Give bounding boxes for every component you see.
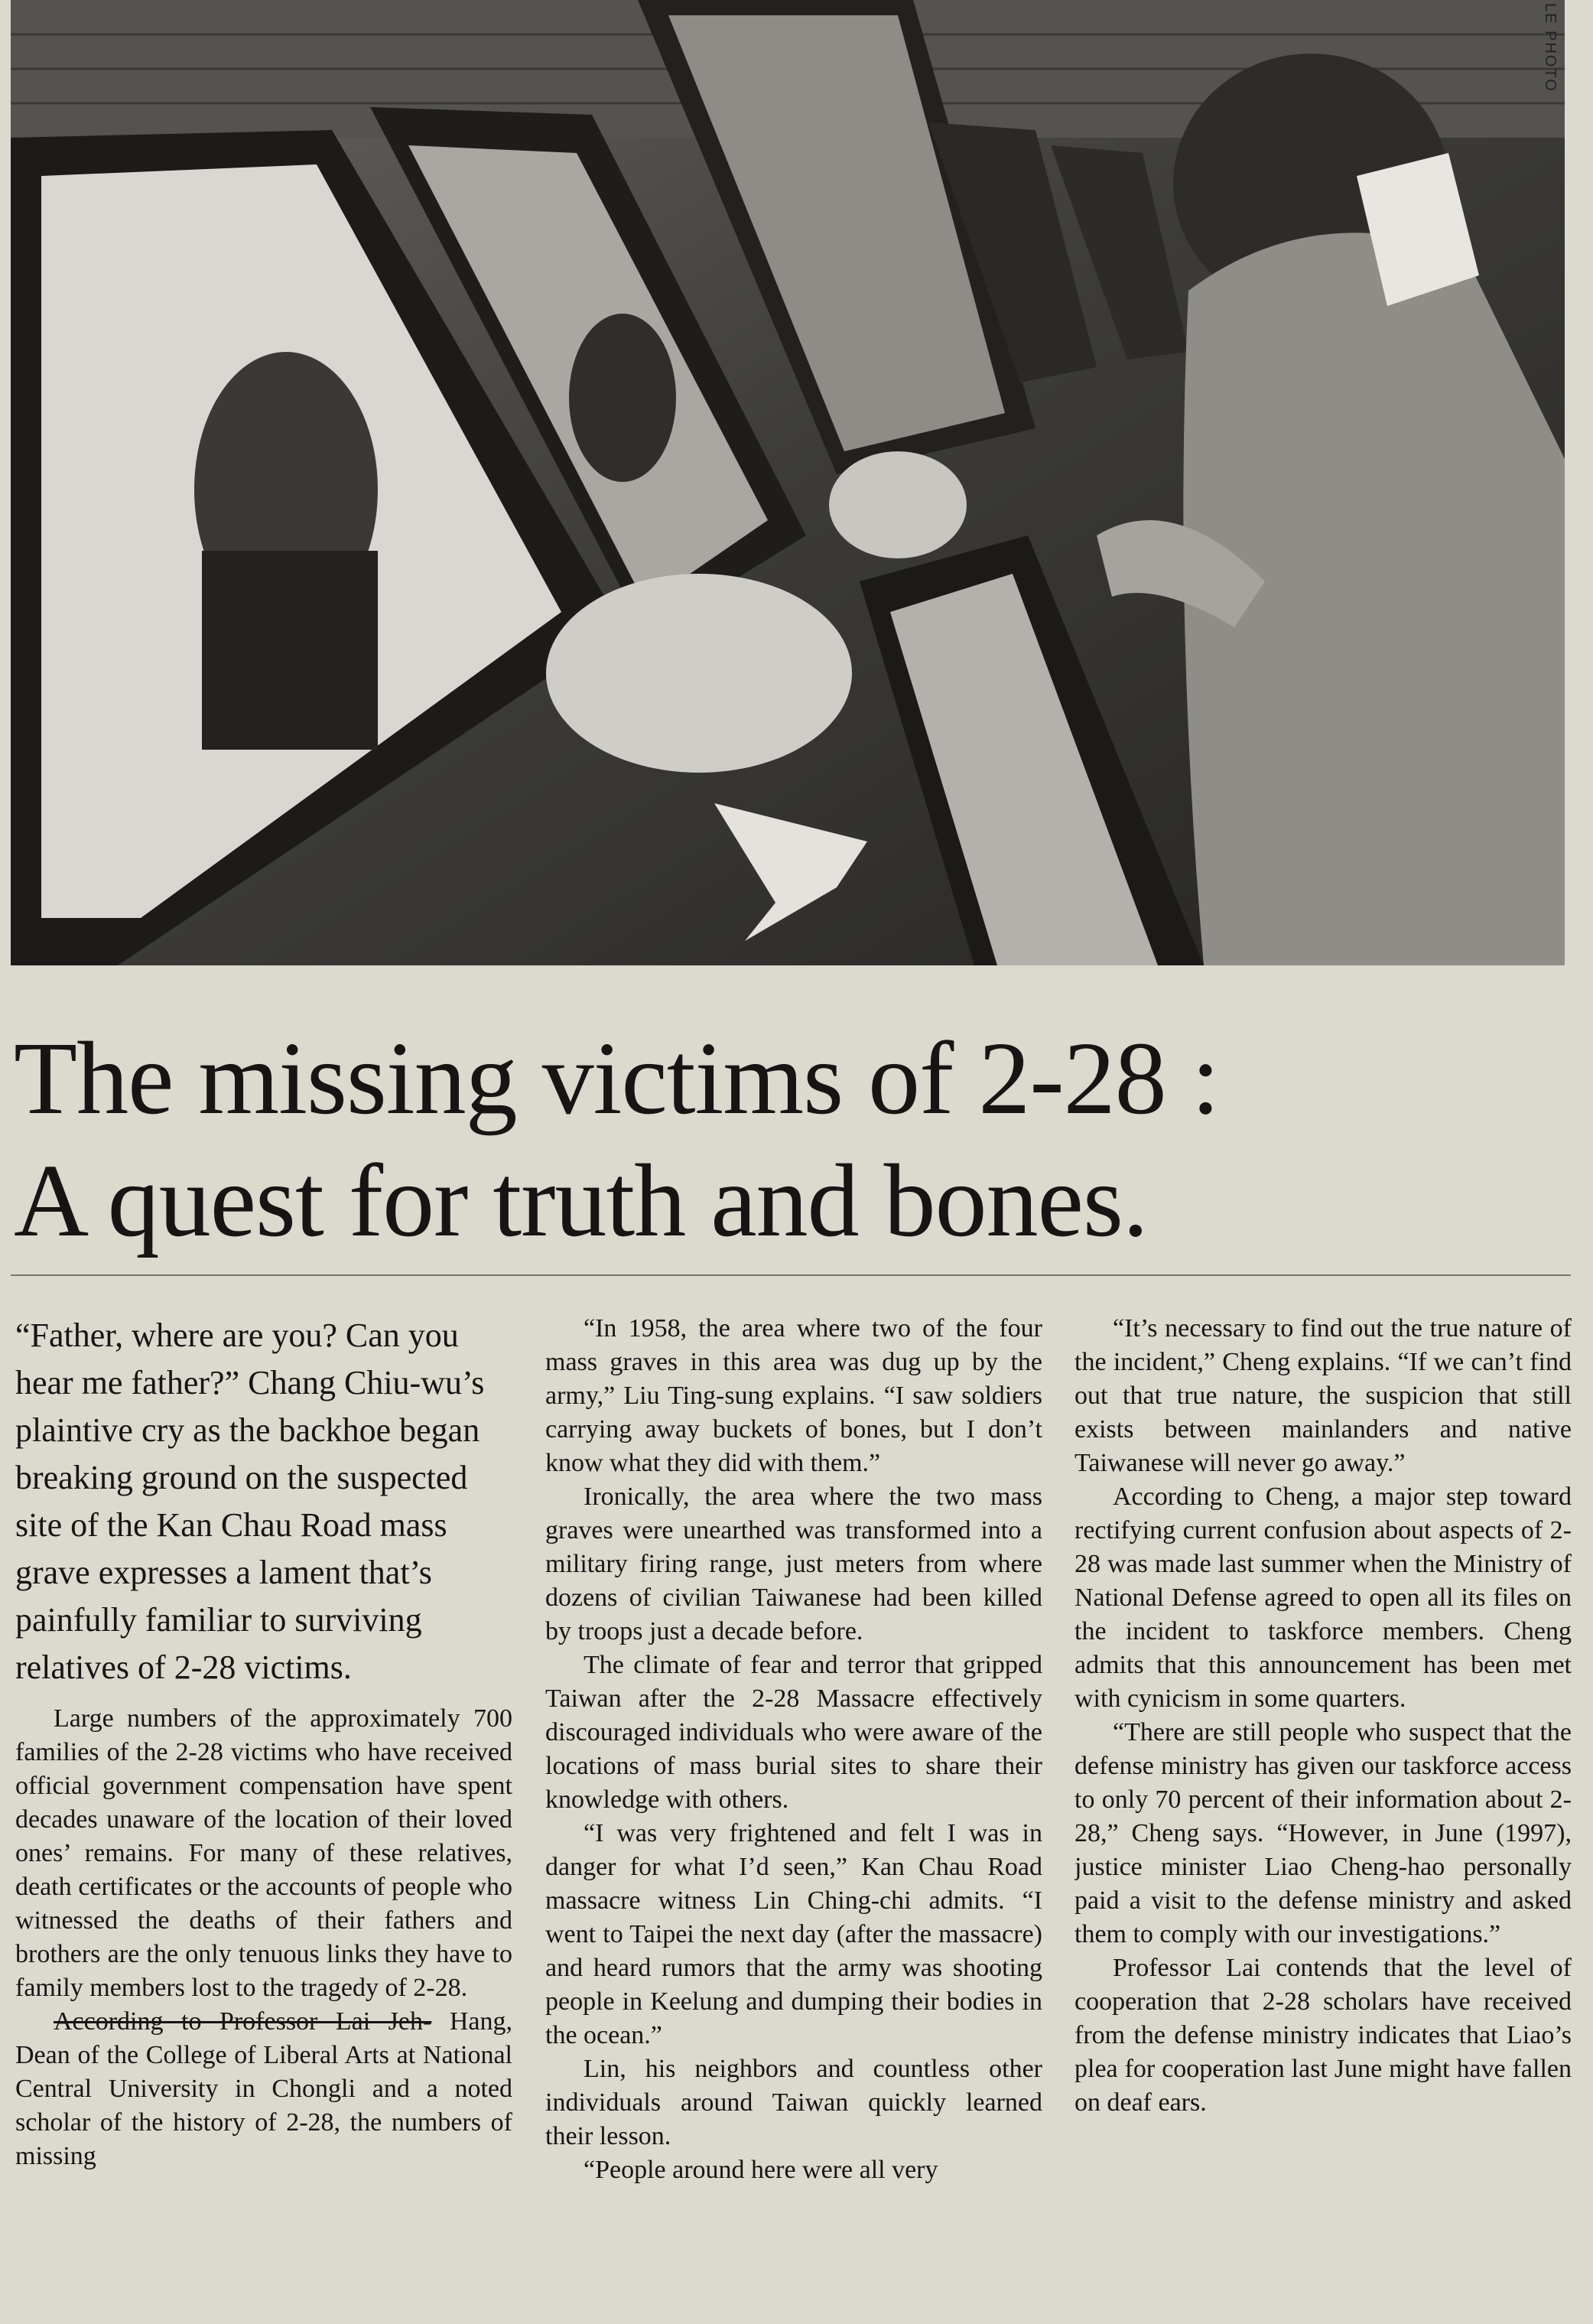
headline — [14, 1017, 1528, 1262]
article-paragraph: Lin, his neighbors and countless other individuals around Taiwan quickly learned their lesson. — [545, 2055, 1042, 2150]
article-paragraph: Large numbers of the approximately 700 families of the 2-28 victims who have received official government compensation have spent decades unaware of the location of their loved ones’ remains. For many of these relatives, death certificates or the accounts of people who witnessed the deaths of their fathers and brothers are the only tenuous links they have to family members lost to the tragedy of 2-28. — [15, 1704, 512, 2002]
article-paragraph: “I was very frightened and felt I was in danger for what I’d seen,” Kan Chau Road massacre witness Lin Ching-chi admits. “I went to Taipei the next day (after the massacre) and heard rumors that the army was shooting people in Keelung and dumping their bodies in the ocean.” — [545, 1819, 1042, 2049]
article-paragraph: According to Cheng, a major step toward rectifying current confusion about aspects of 2-28 was made last summer when the Ministry of National Defense agreed to open all its files on the incident to taskforce members. Cheng admits that this announcement has been met with cynicism in some quarters. — [1074, 1483, 1572, 1713]
article-column-2 — [545, 1312, 1042, 2322]
struck-text: According to Professor Lai Jeh- — [54, 2007, 432, 2036]
headline-line-1: The missing victims of 2-28 : — [14, 1021, 1220, 1136]
article-paragraph: “People around here were all very — [584, 2156, 938, 2184]
article-paragraph: “It’s necessary to find out the true nature of the incident,” Cheng explains. “If we can’t find out that true nature, the suspicion that still exists between mainlanders and native Taiwanese will never go away.” — [1074, 1314, 1572, 1477]
article-paragraph: Professor Lai contends that the level of cooperation that 2-28 scholars have received from the defense ministry indicates that Liao’s plea for cooperation last June might have fallen on deaf ears. — [1074, 1954, 1572, 2117]
article-paragraph — [15, 2005, 512, 2173]
headline-divider — [11, 1274, 1571, 1276]
article-paragraph: Ironically, the area where the two mass graves were unearthed was transformed into a military firing range, just meters from where dozens of civilian Taiwanese had been killed by troops just a decade before. — [545, 1483, 1042, 1645]
headline-line-2: A quest for truth and bones. — [14, 1144, 1148, 1258]
article-lede: “Father, where are you? Can you hear me father?” Chang Chiu-wu’s plaintive cry as the backhoe began breaking ground on the suspected site of the Kan Chau Road mass grave expresses a lament that’s painfully familiar to surviving relatives of 2-28 victims. — [15, 1317, 485, 1686]
article-paragraph: “In 1958, the area where two of the four mass graves in this area was dug up by the army,” Liu Ting-sung explains. “I saw soldiers carrying away buckets of bones, but I don’t know what they did with them.” — [545, 1314, 1042, 1477]
paragraph-text: Hang, Dean of the College of Liberal Arts at National Central University in Chongli and a noted scholar of the history of 2-28, the numbers of missing — [15, 2007, 512, 2170]
photo-credit: LE PHOTO — [1542, 3, 1559, 93]
article-column-1 — [15, 1312, 512, 2322]
memorial-portraits-photo — [11, 0, 1565, 965]
article-paragraph: The climate of fear and terror that gripped Taiwan after the 2-28 Massacre effectively discouraged individuals who were aware of the locations of mass burial sites to share their knowledge with others. — [545, 1651, 1042, 1814]
article-column-3 — [1074, 1312, 1572, 2322]
newspaper-photo — [11, 0, 1565, 965]
article-paragraph: “There are still people who suspect that the defense ministry has given our taskforce access to only 70 percent of their information about 2-28,” Cheng says. “However, in June (1997), justice minister Liao Cheng-hao personally paid a visit to the defense ministry and asked them to comply with our investigations.” — [1074, 1718, 1572, 1948]
